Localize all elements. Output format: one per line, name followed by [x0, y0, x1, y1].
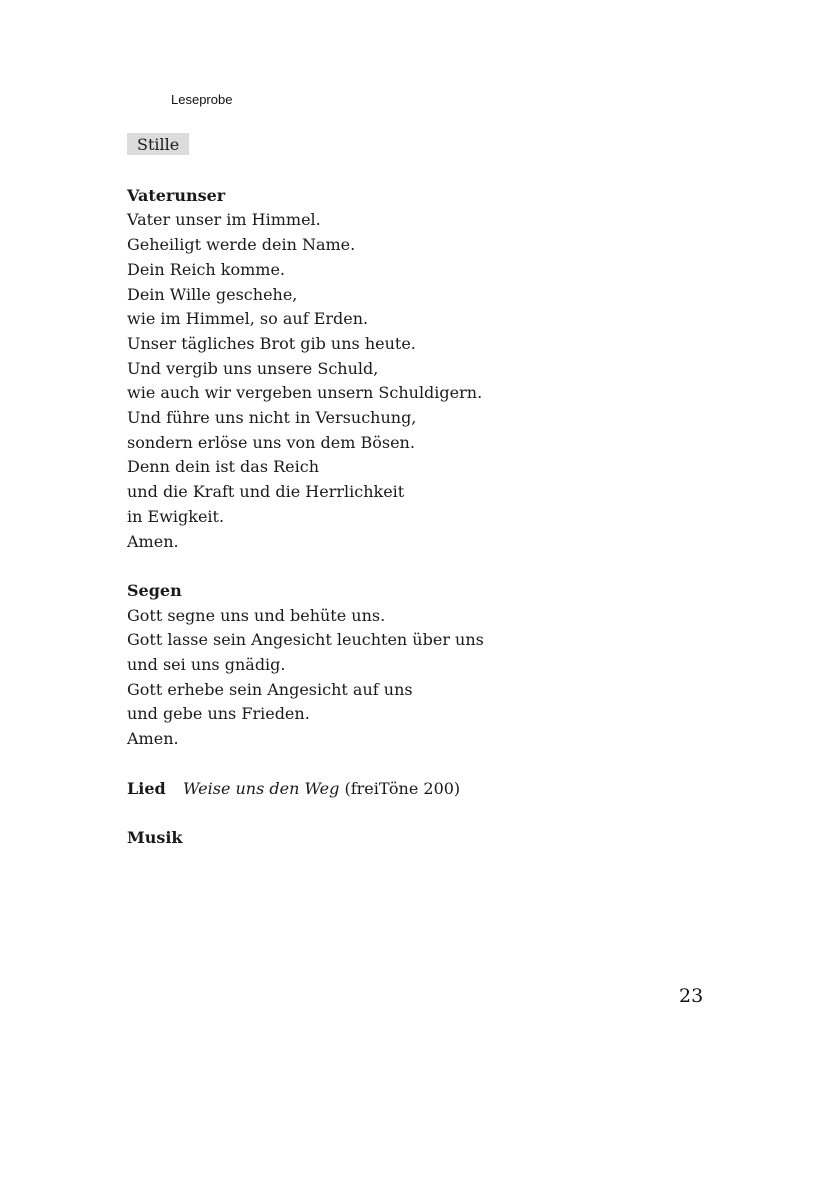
text-line: Unser tägliches Brot gib uns heute.	[127, 333, 416, 353]
text-line: Dein Wille geschehe,	[127, 284, 298, 304]
section-title-vaterunser: Vaterunser	[127, 185, 226, 205]
section-vaterunser	[127, 184, 727, 555]
text-line: Gott lasse sein Angesicht leuchten über uns	[127, 630, 484, 650]
text-line: Dein Reich komme.	[127, 259, 286, 279]
header-label: Leseprobe	[171, 92, 233, 107]
text-line: und die Kraft und die Herrlichkeit	[127, 482, 405, 502]
text-line: Geheiligt werde dein Name.	[127, 235, 356, 255]
section-segen	[127, 579, 727, 752]
text-line: und gebe uns Frieden.	[127, 704, 310, 724]
section-title-segen: Segen	[127, 580, 182, 600]
text-line: wie im Himmel, so auf Erden.	[127, 309, 369, 329]
page-number: 23	[679, 985, 704, 1007]
text-line: Und führe uns nicht in Versuchung,	[127, 408, 417, 428]
lied-title: Weise uns den Weg	[183, 778, 340, 798]
text-line: Gott erhebe sein Angesicht auf uns	[127, 679, 413, 699]
text-line: Denn dein ist das Reich	[127, 457, 320, 477]
text-line: Und vergib uns unsere Schuld,	[127, 358, 379, 378]
content	[127, 133, 727, 875]
text-line: sondern erlöse uns von dem Bösen.	[127, 432, 415, 452]
text-line: in Ewigkeit.	[127, 506, 225, 526]
stille-label: Stille	[127, 133, 189, 155]
text-line: Amen.	[127, 531, 179, 551]
text-line: Gott segne uns und behüte uns.	[127, 605, 386, 625]
section-musik	[127, 826, 727, 851]
section-lied	[127, 777, 727, 802]
lied-row	[127, 777, 727, 802]
lied-label: Lied	[127, 778, 166, 798]
text-line: und sei uns gnädig.	[127, 655, 286, 675]
spacer	[127, 158, 727, 184]
section-title-musik: Musik	[127, 827, 183, 847]
text-line: wie auch wir vergeben unsern Schuldigern.	[127, 383, 483, 403]
text-line: Vater unser im Himmel.	[127, 210, 321, 230]
text-line: Amen.	[127, 729, 179, 749]
lied-source: (freiTöne 200)	[339, 778, 461, 798]
